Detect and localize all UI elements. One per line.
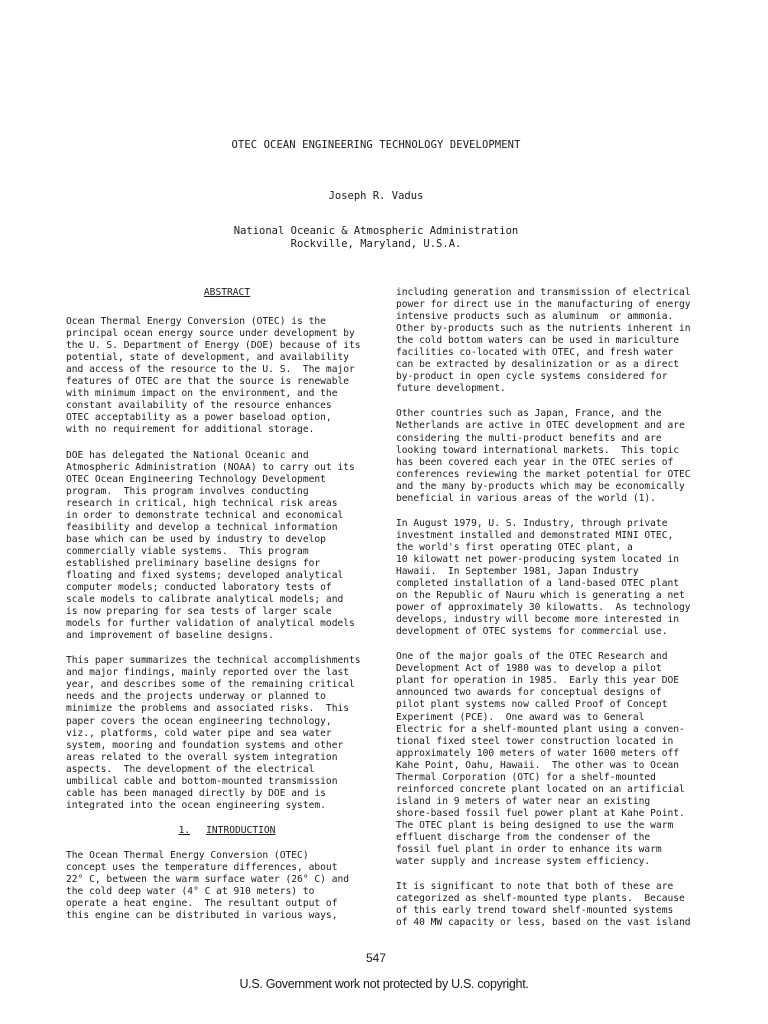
text-line: is now preparing for sea tests of larger scale	[66, 606, 332, 618]
text-line: viz., platforms, cold water pipe and sea water	[66, 727, 332, 739]
text-line: power of approximately 30 kilowatts. As technology	[396, 602, 691, 614]
text-line: and improvement of baseline designs.	[66, 630, 274, 642]
text-line: of 40 MW capacity or less, based on the vast island	[396, 917, 691, 929]
text-line: the cold deep water (4° C at 910 meters) to	[66, 886, 315, 898]
text-line: island in 9 meters of water near an existing	[396, 795, 651, 807]
left-column	[66, 287, 388, 935]
text-line: with minimum impact on the environment, and the	[66, 388, 338, 400]
section-title: INTRODUCTION	[206, 824, 276, 836]
text-line: The OTEC plant is being designed to use the warm	[396, 819, 674, 831]
text-line: Atmospheric Administration (NOAA) to carry out its	[66, 461, 355, 473]
text-line: announced two awards for conceptual designs of	[396, 687, 662, 699]
paragraph	[66, 850, 388, 922]
page-number: 547	[365, 951, 387, 965]
text-line: and access of the resource to the U. S. The major	[66, 364, 355, 376]
text-line: tional fixed steel tower construction located in	[396, 735, 674, 747]
text-line: in order to demonstrate technical and economical	[66, 509, 344, 521]
text-line: program. This program involves conducting	[66, 485, 309, 497]
text-line: the cold bottom waters can be used in mariculture	[396, 335, 680, 347]
text-line: investment installed and demonstrated MINI OTEC,	[396, 529, 674, 541]
text-line: of this early trend toward shelf-mounted systems	[396, 905, 674, 917]
text-line: OTEC acceptability as a power baseload option,	[66, 412, 332, 424]
right-column-body	[396, 287, 718, 929]
text-line: aspects. The development of the electrical	[66, 763, 315, 775]
text-line: floating and fixed systems; developed analytical	[66, 569, 344, 581]
text-line: integrated into the ocean engineering system.	[66, 799, 326, 811]
text-line: facilities co-located with OTEC, and fresh water	[396, 347, 674, 359]
text-line: Experiment (PCE). One award was to General	[396, 711, 645, 723]
text-line: One of the major goals of the OTEC Research and	[396, 651, 668, 663]
text-line: established preliminary baseline designs for	[66, 557, 321, 569]
text-line: principal ocean energy source under development by	[66, 328, 355, 340]
text-line: Hawaii. In September 1981, Japan Industry	[396, 565, 639, 577]
text-line: fossil fuel plant in order to enhance its warm	[396, 844, 662, 856]
text-line: concept uses the temperature differences, about	[66, 861, 338, 873]
text-line: power for direct use in the manufacturing of energy	[396, 299, 691, 311]
text-line: DOE has delegated the National Oceanic and	[66, 449, 309, 461]
text-line: Electric for a shelf-mounted plant using a conven-	[396, 723, 685, 735]
text-line: on the Republic of Nauru which is generating a net	[396, 590, 685, 602]
text-line: paper covers the ocean engineering technology,	[66, 715, 332, 727]
text-line: reinforced concrete plant located on an artificial	[396, 783, 685, 795]
text-line: needs and the projects underway or planned to	[66, 691, 326, 703]
text-line: areas related to the overall system integration	[66, 751, 338, 763]
text-line: 10 kilowatt net power-producing system located in	[396, 553, 680, 565]
text-line: feasibility and develop a technical information	[66, 521, 338, 533]
text-line: Thermal Corporation (OTC) for a shelf-mounted	[396, 771, 656, 783]
text-line: including generation and transmission of electrical	[396, 287, 691, 298]
text-line: operate a heat engine. The resultant output of	[66, 898, 338, 910]
text-line: with no requirement for additional storage.	[66, 424, 315, 436]
paragraph	[396, 408, 718, 504]
author-name: Joseph R. Vadus	[328, 190, 424, 202]
text-line: approximately 100 meters of water 1600 meters off	[396, 747, 680, 759]
text-line: OTEC Ocean Engineering Technology Development	[66, 473, 326, 485]
introduction-body	[66, 850, 388, 922]
text-line: The Ocean Thermal Energy Conversion (OTEC)	[66, 849, 309, 861]
text-line: pilot plant systems now called Proof of Concept	[396, 699, 668, 711]
text-line: base which can be used by industry to develop	[66, 533, 326, 545]
right-column	[396, 287, 718, 942]
paragraph	[396, 287, 718, 395]
text-line: intensive products such as aluminum or ammonia.	[396, 311, 674, 323]
text-line: completed installation of a land-based OTEC plant	[396, 578, 680, 590]
text-line: research in critical, high technical risk areas	[66, 497, 338, 509]
introduction-heading	[66, 825, 388, 837]
text-line: umbilical cable and bottom-mounted transmission	[66, 775, 338, 787]
affiliation	[0, 225, 752, 251]
text-line: Development Act of 1980 was to develop a pilot	[396, 663, 662, 675]
text-line: categorized as shelf-mounted type plants. Because	[396, 893, 685, 905]
text-line: develops, industry will become more interested in	[396, 614, 680, 626]
text-line: Netherlands are active in OTEC development and are	[396, 420, 685, 432]
text-line: and major findings, mainly reported over the last	[66, 667, 350, 679]
abstract-heading: ABSTRACT	[203, 287, 251, 298]
text-line: potential, state of development, and availability	[66, 352, 350, 364]
affiliation-organization: National Oceanic & Atmospheric Administration	[233, 225, 519, 237]
text-line: effluent discharge from the condenser of the	[396, 831, 651, 843]
text-line: computer models; conducted laboratory tests of	[66, 582, 332, 594]
text-line: plant for operation in 1985. Early this year DOE	[396, 675, 680, 687]
text-line: considering the multi-product benefits and are	[396, 432, 662, 444]
text-line: this engine can be distributed in various ways,	[66, 910, 338, 922]
paragraph	[66, 655, 388, 812]
text-line: the world's first operating OTEC plant, a	[396, 541, 633, 553]
text-line: This paper summarizes the technical accomplishments	[66, 655, 361, 667]
text-line: Other by-products such as the nutrients inherent in	[396, 323, 691, 335]
text-line: and the many by-products which may be economically	[396, 480, 685, 492]
paragraph	[66, 450, 388, 643]
text-line: It is significant to note that both of these are	[396, 881, 674, 893]
paragraph	[66, 316, 388, 436]
text-line: has been covered each year in the OTEC series of	[396, 456, 674, 468]
text-line: conferences reviewing the market potential for OTEC	[396, 468, 691, 480]
text-line: 22° C, between the warm surface water (26° C) and	[66, 874, 350, 886]
copyright-notice: U.S. Government work not protected by U.S. copyright.	[239, 977, 529, 991]
text-line: commercially viable systems. This program	[66, 545, 309, 557]
paragraph	[396, 518, 718, 638]
text-line: Kahe Point, Oahu, Hawaii. The other was to Ocean	[396, 759, 680, 771]
text-line: development of OTEC systems for commercial use.	[396, 626, 668, 638]
text-line: looking toward international markets. This topic	[396, 444, 680, 456]
text-line: year, and describes some of the remaining critical	[66, 679, 355, 691]
text-line: In August 1979, U. S. Industry, through private	[396, 517, 668, 529]
text-line: scale models to calibrate analytical models; and	[66, 594, 344, 606]
text-line: shore-based fossil fuel power plant at Kahe Point.	[396, 807, 685, 819]
text-line: can be extracted by desalinization or as a direct	[396, 359, 680, 371]
paragraph	[396, 881, 718, 929]
abstract-body	[66, 316, 388, 812]
text-line: cable has been managed directly by DOE and is	[66, 787, 326, 799]
section-number: 1.	[178, 824, 191, 836]
text-line: Ocean Thermal Energy Conversion (OTEC) is the	[66, 316, 326, 328]
text-line: models for further validation of analytical models	[66, 618, 355, 630]
text-line: Other countries such as Japan, France, and the	[396, 408, 662, 420]
text-line: minimize the problems and associated risks. This	[66, 703, 350, 715]
text-line: constant availability of the resource enhances	[66, 400, 332, 412]
paragraph	[396, 651, 718, 868]
text-line: beneficial in various areas of the world (1).	[396, 492, 656, 504]
text-line: water supply and increase system efficiency.	[396, 856, 651, 868]
affiliation-location: Rockville, Maryland, U.S.A.	[290, 238, 462, 250]
text-line: the U. S. Department of Energy (DOE) because of its	[66, 340, 361, 352]
text-line: features of OTEC are that the source is renewable	[66, 376, 350, 388]
paper-title: OTEC OCEAN ENGINEERING TECHNOLOGY DEVELOPMENT	[231, 139, 521, 151]
text-line: future development.	[396, 383, 506, 395]
text-line: by-product in open cycle systems considered for	[396, 371, 668, 383]
text-line: system, mooring and foundation systems and other	[66, 739, 344, 751]
